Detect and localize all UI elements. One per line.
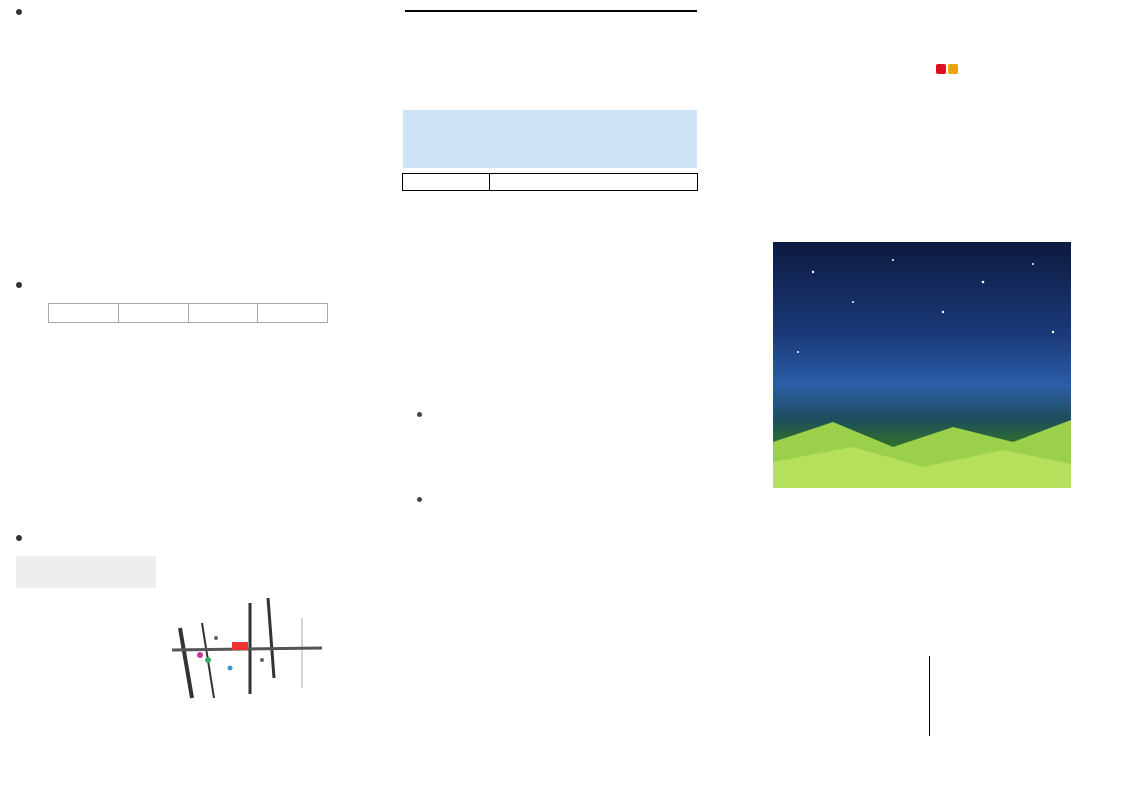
scripture-poster [773, 242, 1071, 488]
evangel-table [402, 173, 698, 191]
motto-title [405, 10, 697, 12]
worship-title [16, 528, 28, 546]
bullet-icon [417, 412, 422, 417]
evangel-banner [403, 110, 697, 168]
bullet-icon [417, 497, 422, 502]
bullet-icon [16, 9, 22, 15]
serve-title [16, 275, 28, 293]
notice-title [16, 2, 28, 20]
worship-table [16, 556, 156, 588]
bullet-icon [16, 282, 22, 288]
serve-table [16, 303, 328, 323]
church-logo [874, 58, 1084, 130]
logo-cross-icon [936, 64, 946, 74]
prayer-church [417, 492, 702, 505]
prayer-nation [417, 407, 702, 420]
map[interactable] [172, 598, 332, 704]
senior-pastor [886, 142, 890, 166]
bullet-icon [16, 535, 22, 541]
school-box [929, 656, 1059, 736]
logo-dot-icon [948, 64, 958, 74]
